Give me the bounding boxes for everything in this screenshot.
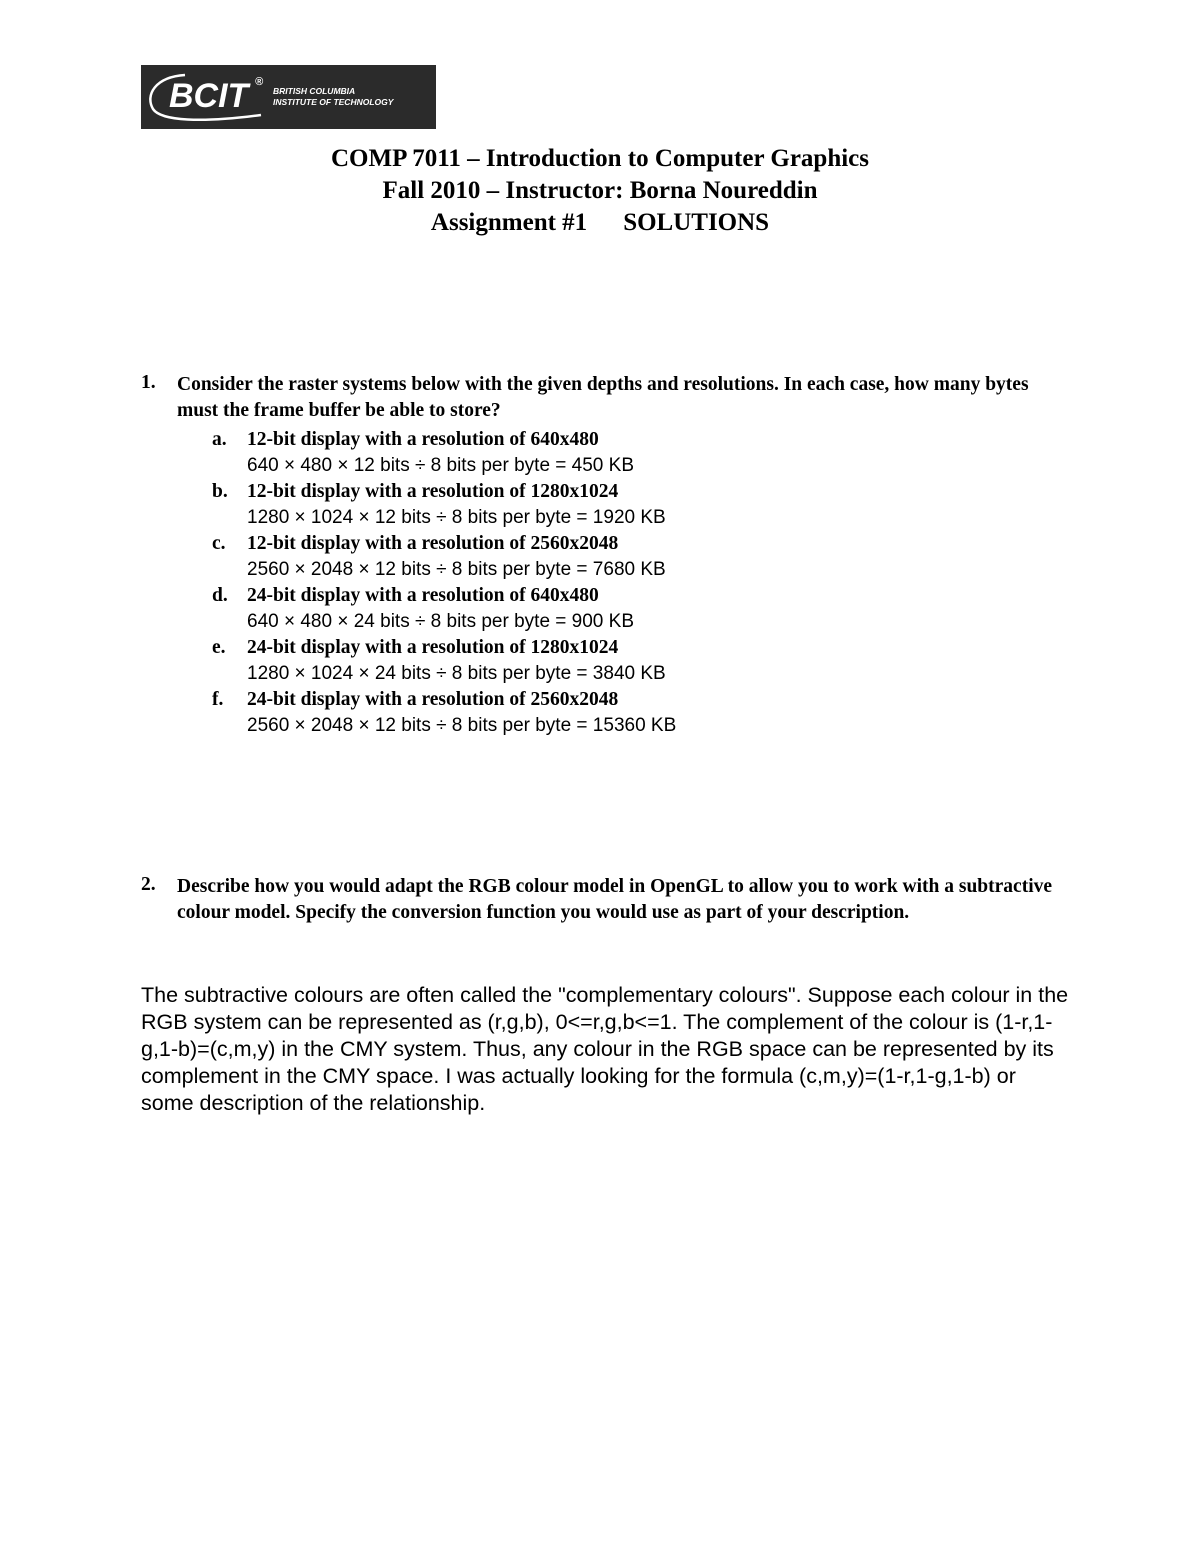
assignment-title	[0, 207, 1200, 239]
question-1-number: 1.	[141, 372, 156, 393]
item-letter: e.	[212, 637, 226, 658]
bcit-logo	[141, 65, 436, 129]
solutions-label: SOLUTIONS	[623, 209, 770, 236]
item-answer: 640 × 480 × 24 bits ÷ 8 bits per byte = 900 KB	[247, 611, 634, 632]
item-answer: 2560 × 2048 × 12 bits ÷ 8 bits per byte = 15360 KB	[247, 715, 677, 736]
list-item	[212, 427, 1012, 479]
list-item	[212, 635, 1012, 687]
item-title: 24-bit display with a resolution of 640x480	[247, 585, 599, 606]
term-instructor: Fall 2010 – Instructor: Borna Noureddin	[382, 177, 818, 204]
question-2	[141, 874, 1061, 926]
list-item	[212, 479, 1012, 531]
item-title: 24-bit display with a resolution of 1280x1024	[247, 637, 619, 658]
question-1-items	[212, 427, 1012, 739]
item-letter: d.	[212, 585, 228, 606]
question-2-answer: The subtractive colours are often called the "complementary colours". Suppose each colour in the RGB system can be represented as (r,g,b), 0<=r,g,b<=1. The complement of the colour is (1-r,1-g,1-b)=(c,m,y) in the CMY system. Thus, any colour in the RGB space can be represented by its complement in the CMY space. I was actually looking for the formula (c,m,y)=(1-r,1-g,1-b) or some description of the relationship.	[141, 983, 1069, 1115]
item-title: 12-bit display with a resolution of 2560x2048	[247, 533, 619, 554]
item-title: 24-bit display with a resolution of 2560x2048	[247, 689, 619, 710]
logo-line-1: BRITISH COLUMBIA	[273, 86, 356, 96]
item-letter: f.	[212, 689, 224, 710]
bcit-logo-graphic	[141, 65, 436, 129]
item-letter: b.	[212, 481, 228, 502]
item-title: 12-bit display with a resolution of 1280x1024	[247, 481, 619, 502]
item-answer: 1280 × 1024 × 12 bits ÷ 8 bits per byte = 1920 KB	[247, 507, 666, 528]
logo-line-2: INSTITUTE OF TECHNOLOGY	[273, 97, 394, 107]
item-letter: c.	[212, 533, 226, 554]
logo-wordmark: BCIT	[169, 77, 249, 115]
item-answer: 640 × 480 × 12 bits ÷ 8 bits per byte = 450 KB	[247, 455, 634, 476]
list-item	[212, 583, 1012, 635]
question-1-text: Consider the raster systems below with the given depths and resolutions. In each case, how many bytes must the frame buffer be able to store?	[177, 374, 1029, 421]
item-letter: a.	[212, 429, 227, 450]
assignment-number: Assignment #1	[430, 209, 588, 236]
logo-registered-mark: ®	[255, 76, 264, 88]
question-2-text: Describe how you would adapt the RGB colour model in OpenGL to allow you to work with a subtractive colour model. Specify the conversion function you would use as part of your description.	[177, 876, 1053, 923]
course-title: COMP 7011 – Introduction to Computer Graphics	[331, 145, 869, 172]
document-header	[0, 143, 1200, 239]
item-title: 12-bit display with a resolution of 640x480	[247, 429, 599, 450]
question-1	[141, 372, 1061, 424]
list-item	[212, 687, 1012, 739]
item-answer: 2560 × 2048 × 12 bits ÷ 8 bits per byte = 7680 KB	[247, 559, 666, 580]
question-2-number: 2.	[141, 874, 156, 895]
item-answer: 1280 × 1024 × 24 bits ÷ 8 bits per byte = 3840 KB	[247, 663, 666, 684]
list-item	[212, 531, 1012, 583]
